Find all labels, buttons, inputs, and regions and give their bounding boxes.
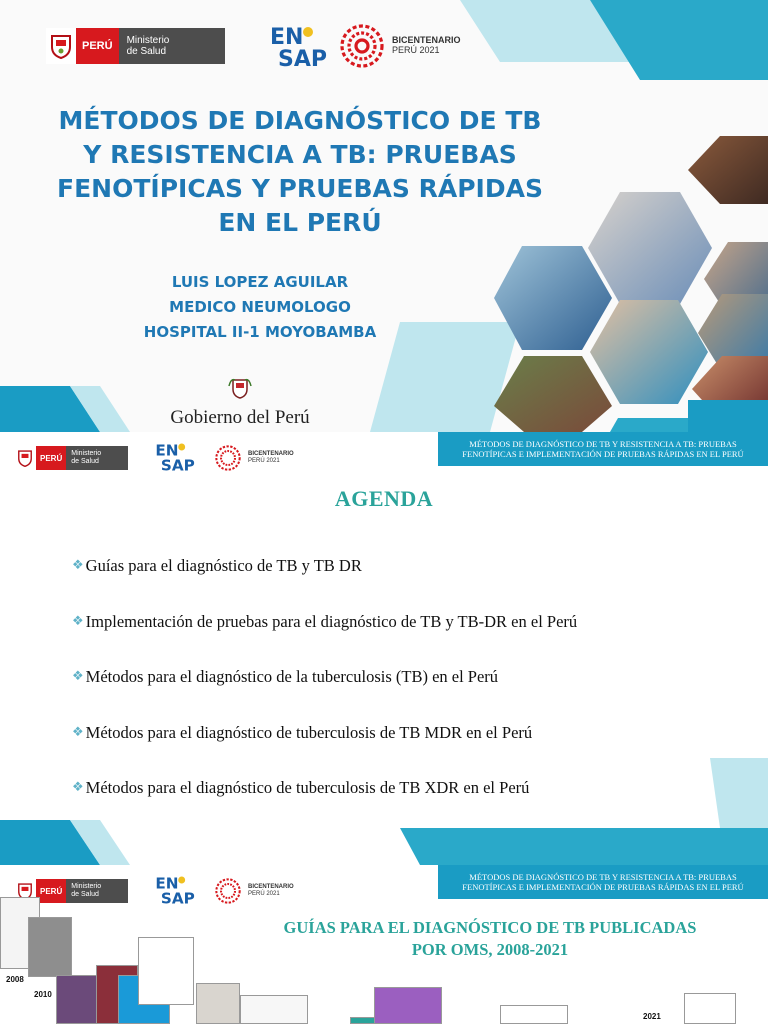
diamond-bullet-icon: ❖ <box>72 557 84 572</box>
guide-cover-thumbnail <box>374 987 442 1024</box>
hex-photo-nurse <box>494 246 612 350</box>
year-label: 2021 <box>643 1012 661 1021</box>
guias-title: GUÍAS PARA EL DIAGNÓSTICO DE TB PUBLICADAS POR OMS, 2008-2021 <box>283 918 697 959</box>
svg-text:SAP: SAP <box>160 889 195 908</box>
svg-text:SAP: SAP <box>278 47 327 72</box>
bicentenario-emblem-icon <box>214 877 242 905</box>
slide-title <box>0 0 768 432</box>
bicentenario-emblem-icon <box>214 444 242 472</box>
agenda-item: ❖ Métodos para el diagnóstico de la tuberculosis (TB) en el Perú <box>72 667 499 686</box>
hexagon-photo-collage <box>490 130 768 432</box>
agenda-item: ❖ Métodos para el diagnóstico de tuberculosis de TB XDR en el Perú <box>72 778 530 797</box>
gobierno-text: Gobierno del Perú <box>170 407 310 428</box>
hex-photo-doctor-child <box>588 192 712 304</box>
ministerio-label: Ministerio de Salud <box>66 446 128 470</box>
year-label: 2008 <box>6 975 24 984</box>
ministerio-label: Ministerio de Salud <box>66 879 128 903</box>
peru-label: PERÚ <box>36 879 66 903</box>
svg-text:EN: EN <box>155 874 179 893</box>
bottom-left-decor <box>0 386 130 432</box>
diamond-bullet-icon: ❖ <box>72 612 84 628</box>
minsa-logo <box>46 28 225 64</box>
hex-photo-family <box>688 136 768 204</box>
agenda-title: AGENDA <box>334 486 434 511</box>
agenda-item: ❖ Implementación de pruebas para el diagnóstico de TB y TB-DR en el Perú <box>72 611 578 631</box>
agenda-item: ❖ Guías para el diagnóstico de TB y TB DR <box>72 556 362 575</box>
guide-cover-thumbnail <box>240 995 308 1024</box>
svg-text:SAP: SAP <box>160 456 195 475</box>
guide-cover-thumbnail <box>196 983 240 1024</box>
svg-text:EN: EN <box>155 441 179 460</box>
peru-shield-icon <box>14 446 36 470</box>
guide-cover-thumbnail <box>500 1005 568 1024</box>
guide-cover-thumbnail <box>684 993 736 1024</box>
author-title: MEDICO NEUMOLOGO <box>169 298 351 316</box>
bicentenario-line2: PERÚ 2021 <box>392 45 440 55</box>
bicentenario-line1: BICENTENARIO <box>392 35 461 46</box>
coat-of-arms-icon <box>227 376 253 400</box>
diamond-bullet-icon: ❖ <box>72 723 84 739</box>
bicentenario-logo: BICENTENARIO PERÚ 2021 <box>214 444 294 472</box>
peru-shield-icon <box>46 28 76 64</box>
minsa-logo <box>14 446 128 470</box>
peru-label: PERÚ <box>76 28 119 64</box>
bicentenario-logo <box>338 22 461 70</box>
bottom-right-decor <box>400 758 768 865</box>
author-block <box>100 270 420 345</box>
top-right-decor <box>440 0 768 80</box>
slide-agenda <box>0 432 768 865</box>
ministerio-label: Ministerio de Salud <box>119 28 225 64</box>
svg-text:EN: EN <box>270 25 304 50</box>
bottom-left-decor <box>0 820 130 865</box>
presentation-title: MÉTODOS DE DIAGNÓSTICO DE TB Y RESISTENCIA A TB: PRUEBAS FENOTÍPICAS Y PRUEBAS RÁPIDAS EN EL PERÚ <box>57 106 543 237</box>
guide-cover-thumbnail <box>138 937 194 1005</box>
author-name: LUIS LOPEZ AGUILAR <box>171 273 349 291</box>
ensap-logo <box>154 440 195 476</box>
author-hospital: HOSPITAL II-1 MOYOBAMBA <box>143 323 377 341</box>
peru-label: PERÚ <box>36 446 66 470</box>
diamond-bullet-icon: ❖ <box>72 668 84 683</box>
header-banner: MÉTODOS DE DIAGNÓSTICO DE TB Y RESISTENCIA A TB: PRUEBAS FENOTÍPICAS E IMPLEMENTACIÓN DE PRUEBAS RÁPIDAS EN EL PERÚ <box>438 432 768 466</box>
diamond-bullet-icon: ❖ <box>72 779 84 794</box>
bicentenario-emblem-icon <box>338 22 386 70</box>
gobierno-logo <box>160 376 320 429</box>
year-label: 2010 <box>34 990 52 999</box>
hex-photo-health-worker <box>590 300 708 404</box>
bicentenario-logo: BICENTENARIO PERÚ 2021 <box>214 877 294 905</box>
agenda-item: ❖ Métodos para el diagnóstico de tuberculosis de TB MDR en el Perú <box>72 722 533 742</box>
ensap-logo <box>154 873 195 909</box>
ensap-logo <box>268 22 327 72</box>
header-banner: MÉTODOS DE DIAGNÓSTICO DE TB Y RESISTENCIA A TB: PRUEBAS FENOTÍPICAS E IMPLEMENTACIÓN DE PRUEBAS RÁPIDAS EN EL PERÚ <box>438 865 768 899</box>
hex-photo-mother-child <box>494 356 612 432</box>
guide-cover-thumbnail <box>28 917 72 977</box>
slide-guias <box>0 865 768 1024</box>
